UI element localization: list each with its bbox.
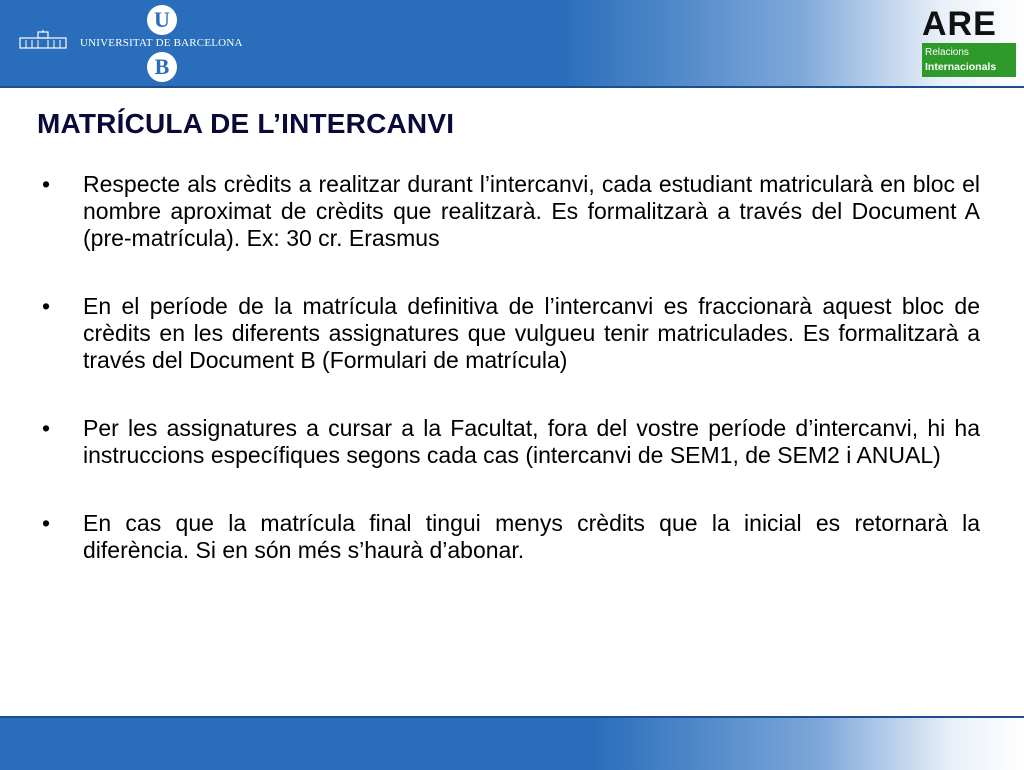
header-band	[0, 0, 1024, 88]
university-letter-u: U	[147, 5, 177, 35]
university-name: UNIVERSITAT DE BARCELONA	[80, 37, 243, 49]
footer-band	[0, 716, 1024, 770]
bullet-text: Per les assignatures a cursar a la Facultat, fora del vostre període d’intercanvi, hi ha instruccions específiques segons cada cas (intercanvi de SEM1, de SEM2 i ANUAL)	[83, 415, 980, 468]
bullet-list	[42, 171, 980, 564]
university-logo	[14, 4, 254, 82]
are-logo-subtitle-2: Internacionals	[925, 61, 997, 73]
bullet-text: Respecte als crèdits a realitzar durant l’intercanvi, cada estudiant matricularà en bloc el nombre aproximat de crèdits que realitzarà. Es formalitzarà a través del Document A (pre-matrícula). Ex: 30 cr. Erasmus	[83, 171, 980, 251]
bullet-marker: •	[42, 293, 51, 319]
page-title: MATRÍCULA DE L’INTERCANVI	[37, 108, 455, 139]
university-building-icon	[18, 30, 68, 50]
bullet-text: En el període de la matrícula definitiva de l’intercanvi es fraccionarà aquest bloc de crèdits en les diferents assignatures que vulgueu tenir matriculades. Es formalitzarà a través del Document B (Formulari de matrícula)	[83, 293, 980, 373]
bullet-text: En cas que la matrícula final tingui menys crèdits que la inicial es retornarà la diferència. Si en són més s’haurà d’abonar.	[83, 510, 980, 563]
are-logo-title: ARE	[922, 5, 997, 43]
bullet-marker: •	[42, 415, 51, 441]
bullet-marker: •	[42, 171, 51, 197]
bullet-item	[42, 510, 980, 564]
are-logo-box	[922, 43, 1016, 77]
bullet-item	[42, 415, 980, 469]
bullet-marker: •	[42, 510, 51, 536]
are-logo-subtitle-1: Relacions	[925, 47, 969, 58]
are-logo	[920, 5, 1016, 78]
university-letter-b: B	[147, 52, 177, 82]
bullet-item	[42, 171, 980, 252]
bullet-item	[42, 293, 980, 374]
